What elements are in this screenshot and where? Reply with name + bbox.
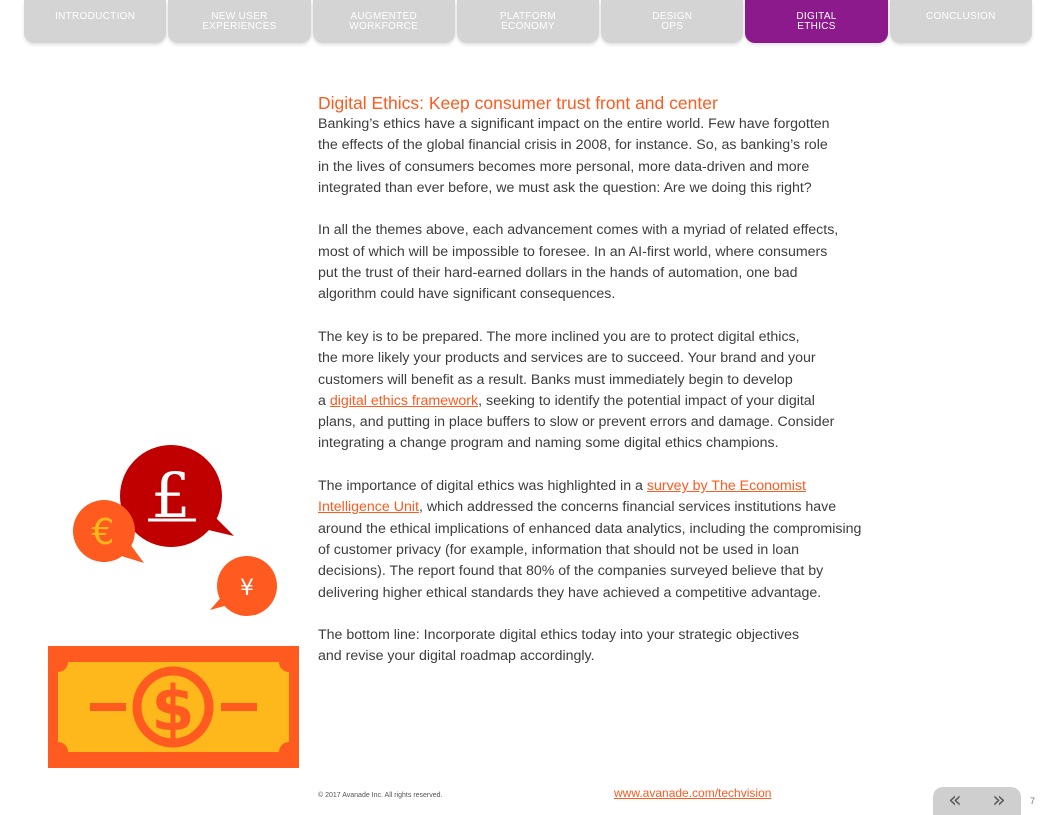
tab-label: NEW USER EXPERIENCES	[202, 11, 277, 32]
tab-label: CONCLUSION	[925, 11, 996, 22]
paragraph-5: The bottom line: Incorporate digital ethics today into your strategic objectives and revise your digital roadmap accordingly.	[318, 627, 800, 665]
paragraph-4-text-b: , which addressed the concerns financial services institutions have around the ethical implications of enhanced data analytics, including the compromising of customer privacy (for example, information that should not be used in loan decisions). The report found that 80% of the companies surveyed believe that by delivering higher ethical standards they have achieved a competitive advantage.	[318, 499, 862, 601]
tab-digital-ethics[interactable]	[745, 0, 887, 43]
economist-survey-link[interactable]: survey by The Economist Intelligence Unit	[318, 478, 806, 516]
article	[318, 92, 888, 668]
copyright-notice: © 2017 Avanade Inc. All rights reserved.	[318, 792, 443, 799]
tab-conclusion[interactable]	[890, 0, 1032, 43]
paragraph-2: In all the themes above, each advancement comes with a myriad of related effects, most of which will be impossible to foresee. In an AI-first world, where consumers put the trust of their hard-earned dollars in the hands of automation, one bad algorithm could have significant consequences.	[318, 222, 839, 303]
tab-label: AUGMENTED WORKFORCE	[349, 11, 419, 32]
paragraph-3-text-b: , seeking to identify the potential impact of your digital plans, and putting in place buffers to slow or prevent errors and damage. Consider integrating a change program and naming some digital ethics champions.	[318, 392, 835, 452]
pound-symbol: £	[151, 459, 191, 532]
tab-label: DESIGN OPS	[652, 11, 693, 32]
paragraph-4	[318, 476, 888, 604]
pager	[933, 787, 1021, 815]
paragraph-3-text-a: The key is to be prepared. The more inclined you are to protect digital ethics, the more likely your products and services are to succeed. Your brand and your customers will benefit as a result. Banks must immediately begin to develop a	[318, 328, 816, 409]
dollar-symbol: $	[151, 672, 195, 745]
tab-augmented-workforce[interactable]	[313, 0, 455, 43]
tab-label: DIGITAL ETHICS	[796, 11, 837, 32]
yen-bubble-icon	[210, 556, 277, 616]
tab-label: INTRODUCTION	[55, 11, 136, 22]
dollar-bill-icon	[48, 646, 299, 768]
techvision-link[interactable]: www.avanade.com/techvision	[614, 786, 772, 800]
currency-illustration	[40, 440, 310, 770]
digital-ethics-framework-link[interactable]: digital ethics framework	[329, 392, 479, 409]
section-nav	[24, 0, 1032, 44]
tab-label: PLATFORM ECONOMY	[499, 11, 557, 32]
page-title: Digital Ethics: Keep consumer trust front and center	[318, 93, 718, 113]
tab-design-ops[interactable]	[601, 0, 743, 43]
tab-new-user-experiences[interactable]	[168, 0, 310, 43]
page-number: 7	[1030, 796, 1036, 806]
pound-bubble-icon	[120, 445, 234, 547]
paragraph-4-text-a: The importance of digital ethics was highlighted in a	[318, 478, 647, 495]
tab-platform-economy[interactable]	[457, 0, 599, 43]
next-page-button[interactable]: »	[992, 788, 1006, 813]
paragraph-3	[318, 327, 888, 455]
yen-symbol: ¥	[240, 576, 254, 601]
tab-introduction[interactable]	[24, 0, 166, 43]
previous-page-button[interactable]: «	[948, 788, 962, 813]
euro-symbol: €	[91, 512, 115, 553]
paragraph-1: Banking’s ethics have a significant impact on the entire world. Few have forgotten the effects of the global financial crisis in 2008, for instance. So, as banking’s role in the lives of consumers becomes more personal, more data-driven and more integrated than ever before, we must ask the question: Are we doing this right?	[318, 116, 830, 196]
